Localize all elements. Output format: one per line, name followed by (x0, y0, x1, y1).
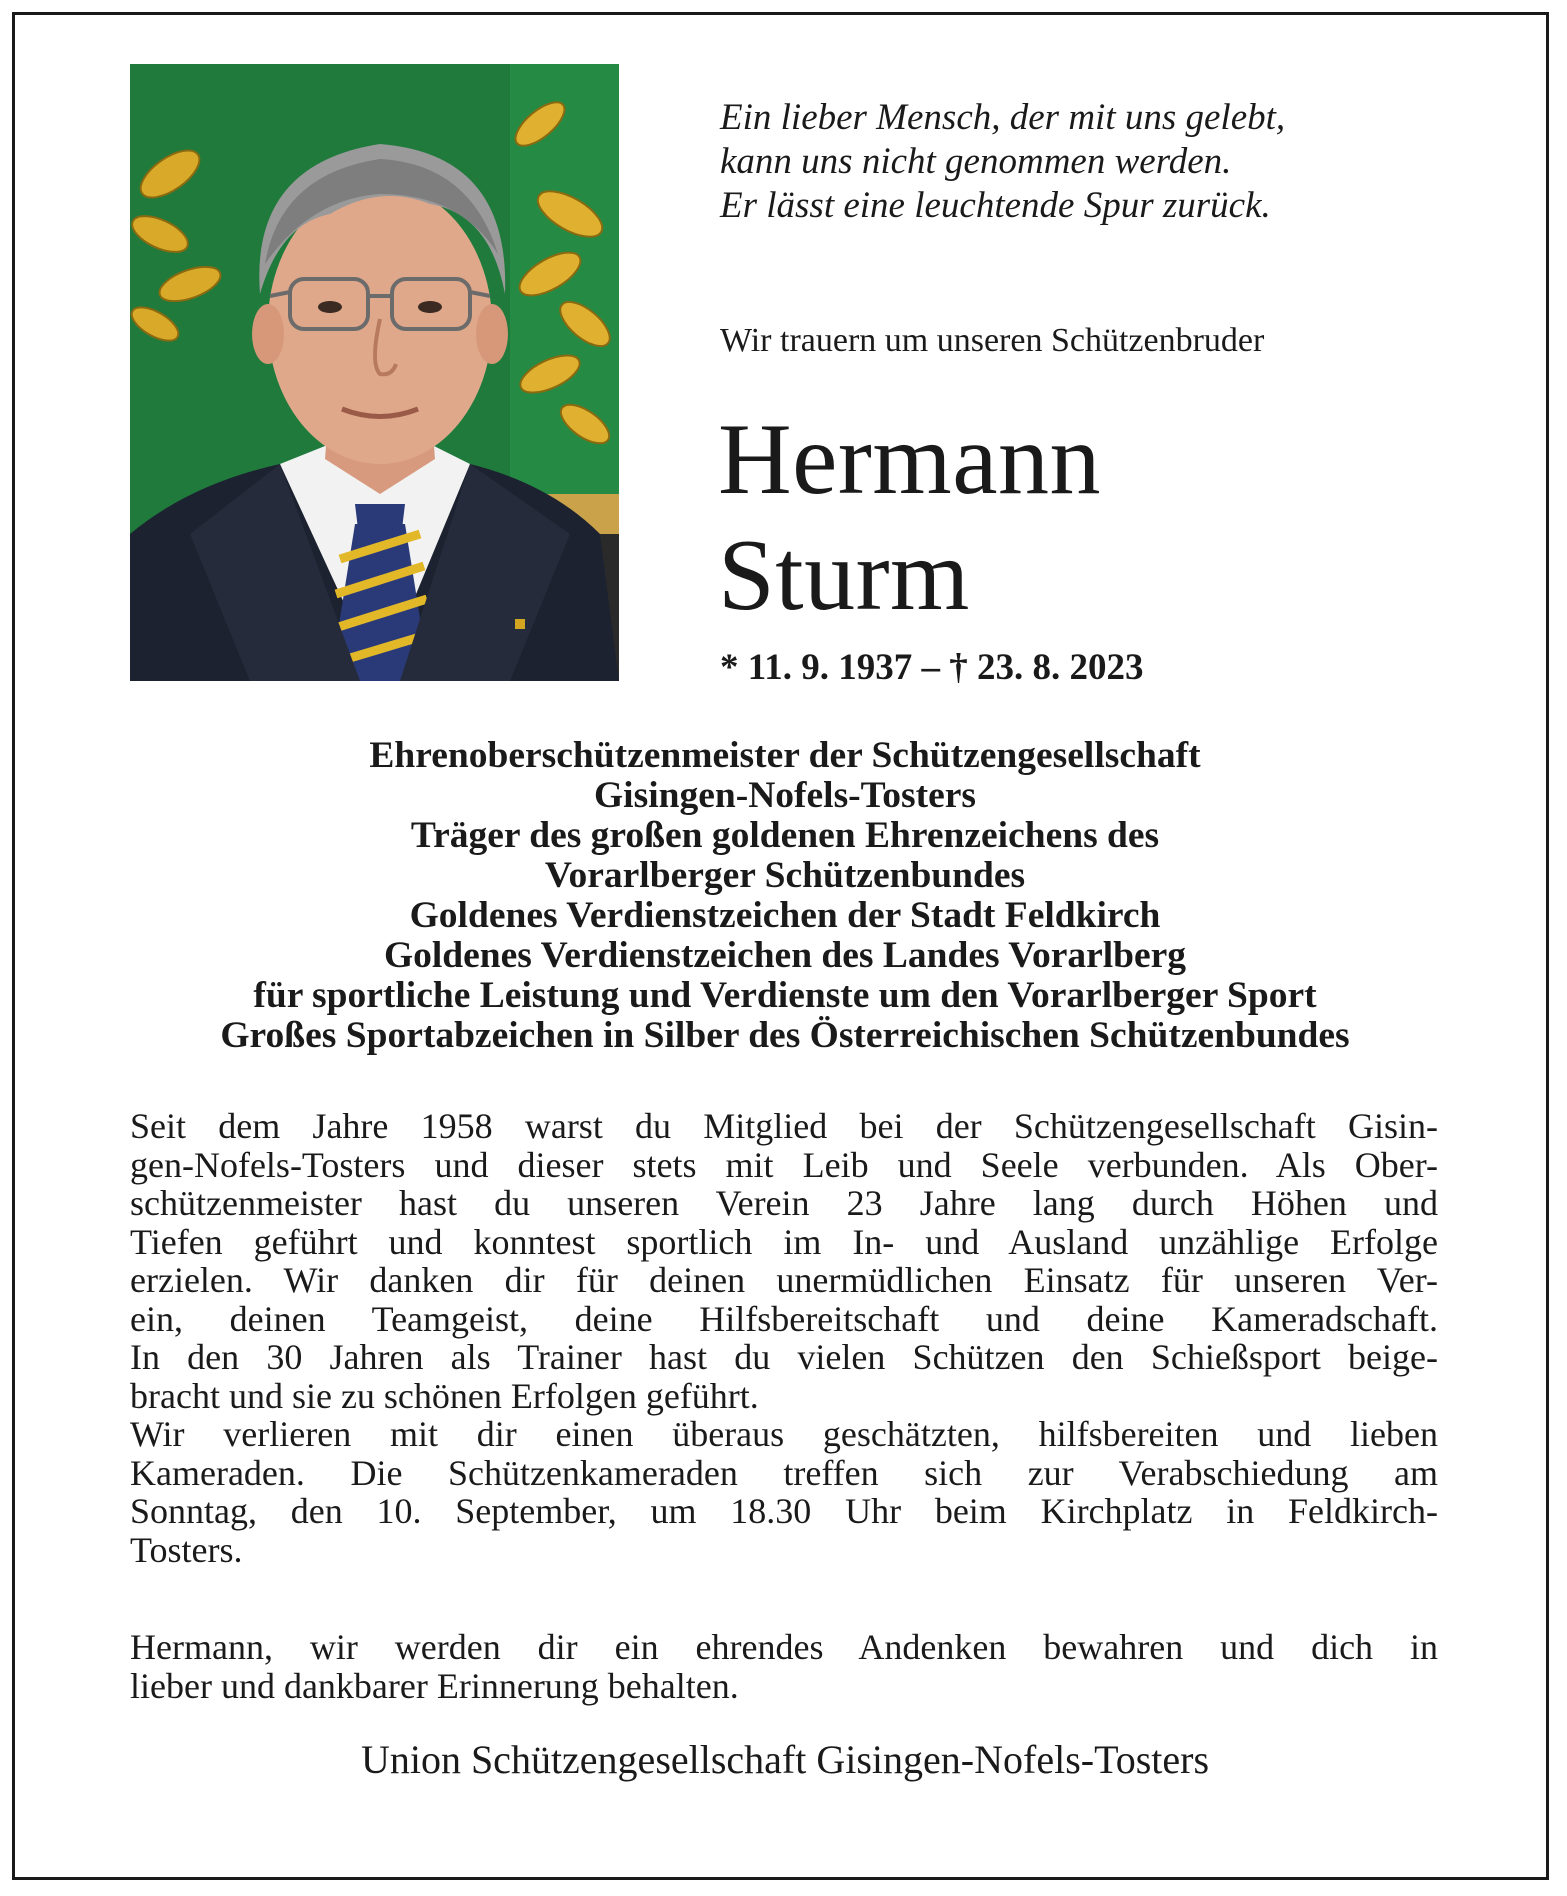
body-line: Tiefen geführt und konntest sportlich im In- und Ausland unzählige Erfolge (130, 1221, 1438, 1262)
closing-paragraph (130, 1628, 1438, 1705)
honor-line: Vorarlberger Schützenbundes (544, 855, 1026, 896)
closing-line: Hermann, wir werden dir ein ehrendes Andenken bewahren und dich in (130, 1627, 1438, 1667)
body-line: Seit dem Jahre 1958 warst du Mitglied bei der Schützengesellschaft Gisin- (130, 1106, 1438, 1146)
honor-line: für sportliche Leistung und Verdienste um den Vorarlberger Sport (253, 975, 1317, 1016)
body-paragraph (130, 1107, 1438, 1569)
deceased-name (718, 402, 1101, 634)
body-line: Kameraden. Die Schützenkameraden treffen sich zur Verabschiedung am (130, 1452, 1438, 1493)
body-line: Sonntag, den 10. September, um 18.30 Uhr beim Kirchplatz in Feldkirch- (130, 1491, 1438, 1531)
honors-list (130, 736, 1440, 1056)
last-name: Sturm (718, 519, 970, 632)
body-line: gen-Nofels-Tosters und dieser stets mit Leib und Seele verbunden. Als Ober- (130, 1144, 1438, 1185)
body-line: bracht und sie zu schönen Erfolgen geführt. (130, 1375, 759, 1416)
quote-line: kann uns nicht genommen werden. (720, 141, 1232, 182)
honor-line: Träger des großen goldenen Ehrenzeichens des (410, 815, 1160, 856)
intro-line: Wir trauern um unseren Schützenbruder (720, 322, 1265, 359)
quote-line: Er lässt eine leuchtende Spur zurück. (720, 185, 1271, 226)
body-line: schützenmeister hast du unseren Verein 23 Jahre lang durch Höhen und (130, 1183, 1438, 1223)
portrait-illustration (130, 64, 619, 681)
body-line: In den 30 Jahren als Trainer hast du vielen Schützen den Schießsport beige- (130, 1337, 1438, 1377)
honor-line: Ehrenoberschützenmeister der Schützengesellschaft (369, 735, 1201, 776)
first-name: Hermann (718, 403, 1102, 516)
life-dates: * 11. 9. 1937 – † 23. 8. 2023 (720, 647, 1144, 688)
portrait-photo (130, 64, 619, 681)
honor-line: Gisingen-Nofels-Tosters (594, 775, 976, 816)
honor-line: Goldenes Verdienstzeichen der Stadt Feldkirch (409, 895, 1161, 936)
body-line: Tosters. (130, 1529, 243, 1570)
organization-signature: Union Schützengesellschaft Gisingen-Nofels-Tosters (360, 1737, 1210, 1782)
honor-line: Großes Sportabzeichen in Silber des Österreichischen Schützenbundes (220, 1015, 1350, 1056)
honor-line: Goldenes Verdienstzeichen des Landes Vorarlberg (383, 935, 1187, 976)
body-line: erzielen. Wir danken dir für deinen unermüdlichen Einsatz für unseren Ver- (130, 1260, 1438, 1300)
body-line: Wir verlieren mit dir einen überaus geschätzten, hilfsbereiten und lieben (130, 1414, 1438, 1454)
body-line: ein, deinen Teamgeist, deine Hilfsbereitschaft und deine Kameradschaft. (130, 1298, 1438, 1339)
memorial-quote (720, 96, 1480, 228)
quote-line: Ein lieber Mensch, der mit uns gelebt, (720, 97, 1286, 138)
closing-line: lieber und dankbarer Erinnerung behalten. (130, 1665, 739, 1706)
